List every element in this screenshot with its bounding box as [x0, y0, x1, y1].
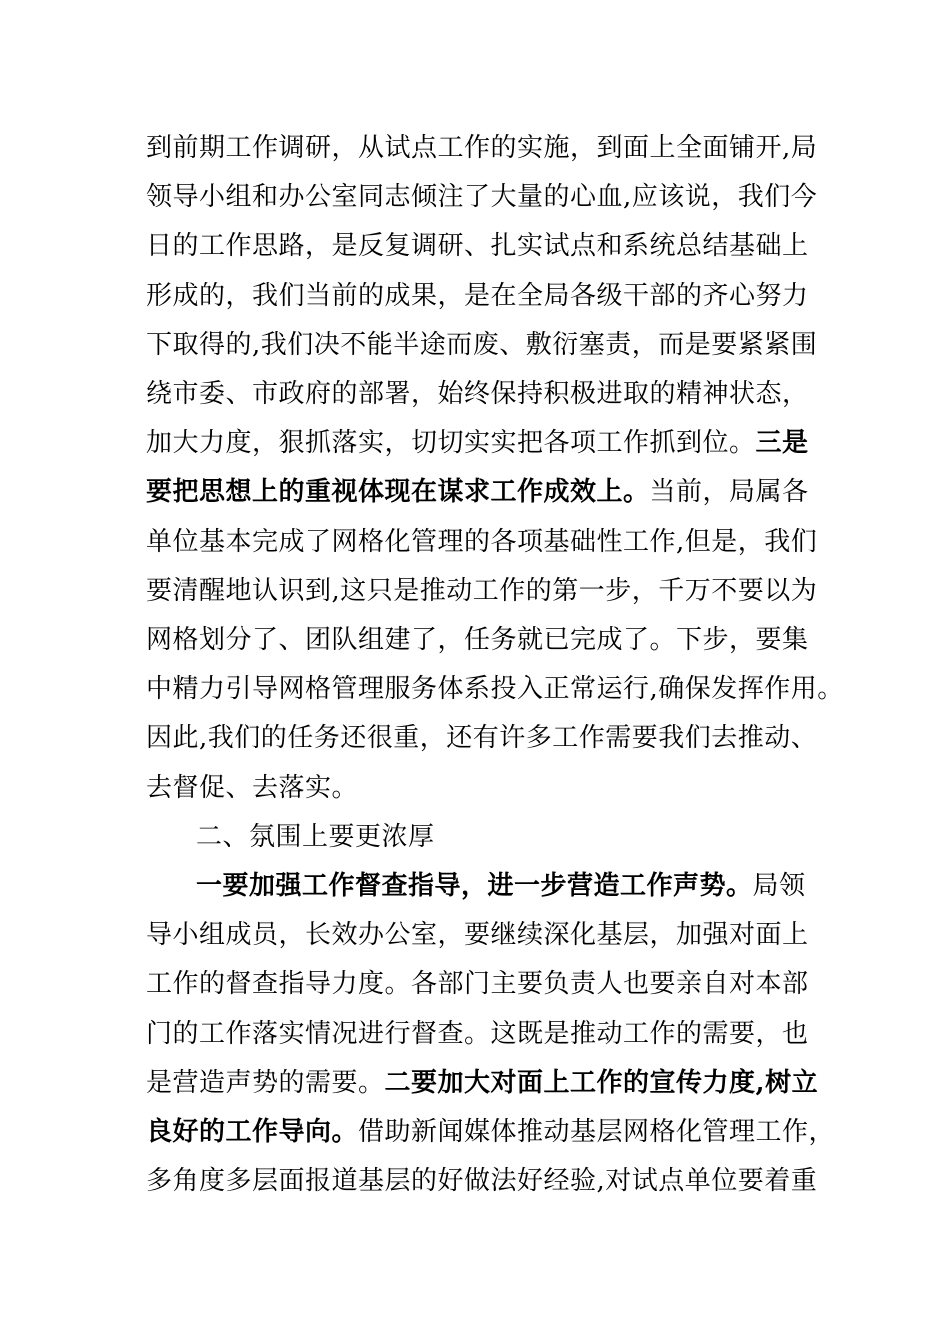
text-run: 导小组成员，长效办公室，要继续深化基层，加强对面上	[146, 920, 809, 951]
text-run: 是营造声势的需要。	[146, 1067, 385, 1098]
text-line	[146, 423, 836, 463]
text-run: 下取得的,我们决不能半途而废、敷衍塞责，而是要紧紧围	[146, 329, 818, 360]
text-line	[146, 620, 836, 660]
text-run: 单位基本完成了网格化管理的各项基础性工作,但是，我们	[146, 526, 818, 557]
text-line	[146, 669, 844, 709]
text-line	[146, 1063, 836, 1103]
text-run: 多角度多层面报道基层的好做法好经验,对试点单位要着重	[146, 1166, 818, 1197]
text-line	[146, 128, 836, 168]
text-run: 中精力引导网格管理服务体系投入正常运行,确保发挥作用。	[146, 674, 844, 705]
text-line	[196, 866, 886, 906]
text-run: 网格划分了、团队组建了，任务就已完成了。下步，要集	[146, 625, 809, 655]
text-line	[146, 1014, 836, 1054]
text-line	[146, 226, 836, 266]
text-run: 当前，局属各	[649, 477, 809, 508]
text-run: 形成的，我们当前的成果，是在全局各级干部的齐心努力	[146, 280, 809, 311]
text-run: 门的工作落实情况进行督查。这既是推动工作的需要，也	[146, 1018, 809, 1049]
text-run: 因此,我们的任务还很重，还有许多工作需要我们去推动、	[146, 723, 818, 754]
text-line	[146, 374, 836, 414]
text-run: 要清醒地认识到,这只是推动工作的第一步，千万不要以为	[146, 575, 818, 606]
text-run: 工作的督查指导力度。各部门主要负责人也要亲自对本部	[146, 969, 809, 1000]
text-line	[146, 768, 836, 808]
text-line	[196, 817, 886, 857]
bold-text-run: 一要加强工作督查指导，进一步营造工作声势。	[196, 871, 753, 901]
text-line	[146, 1112, 836, 1152]
text-line	[146, 964, 836, 1004]
text-run: 日的工作思路，是反复调研、扎实试点和系统总结基础上	[146, 231, 809, 262]
text-run: 二、氛围上要更浓厚	[196, 821, 435, 852]
text-line	[146, 276, 836, 316]
bold-text-run: 要把思想上的重视体现在谋求工作成效上。	[146, 477, 650, 508]
text-line	[146, 718, 836, 758]
bold-text-run: 二要加大对面上工作的宣传力度,树立	[384, 1067, 819, 1098]
text-run: 到前期工作调研，从试点工作的实施，到面上全面铺开,局	[146, 133, 818, 163]
bold-text-run: 三是	[755, 428, 809, 459]
text-run: 领导小组和办公室同志倾注了大量的心血,应该说，我们今	[146, 182, 818, 213]
bold-text-run: 良好的工作导向。	[146, 1117, 359, 1147]
text-run: 借助新闻媒体推动基层网格化管理工作，	[358, 1117, 836, 1147]
text-line	[146, 472, 836, 512]
text-line	[146, 522, 836, 562]
text-line	[146, 571, 836, 611]
text-line	[146, 915, 836, 955]
text-run: 绕市委、市政府的部署，始终保持积极进取的精神状态，	[146, 379, 809, 409]
text-run: 去督促、去落实。	[146, 772, 359, 803]
text-run: 局领	[752, 871, 806, 901]
text-line	[146, 1161, 836, 1201]
text-line	[146, 177, 836, 217]
text-line	[146, 325, 836, 365]
text-run: 加大力度，狠抓落实，切切实实把各项工作抓到位。	[146, 428, 756, 459]
